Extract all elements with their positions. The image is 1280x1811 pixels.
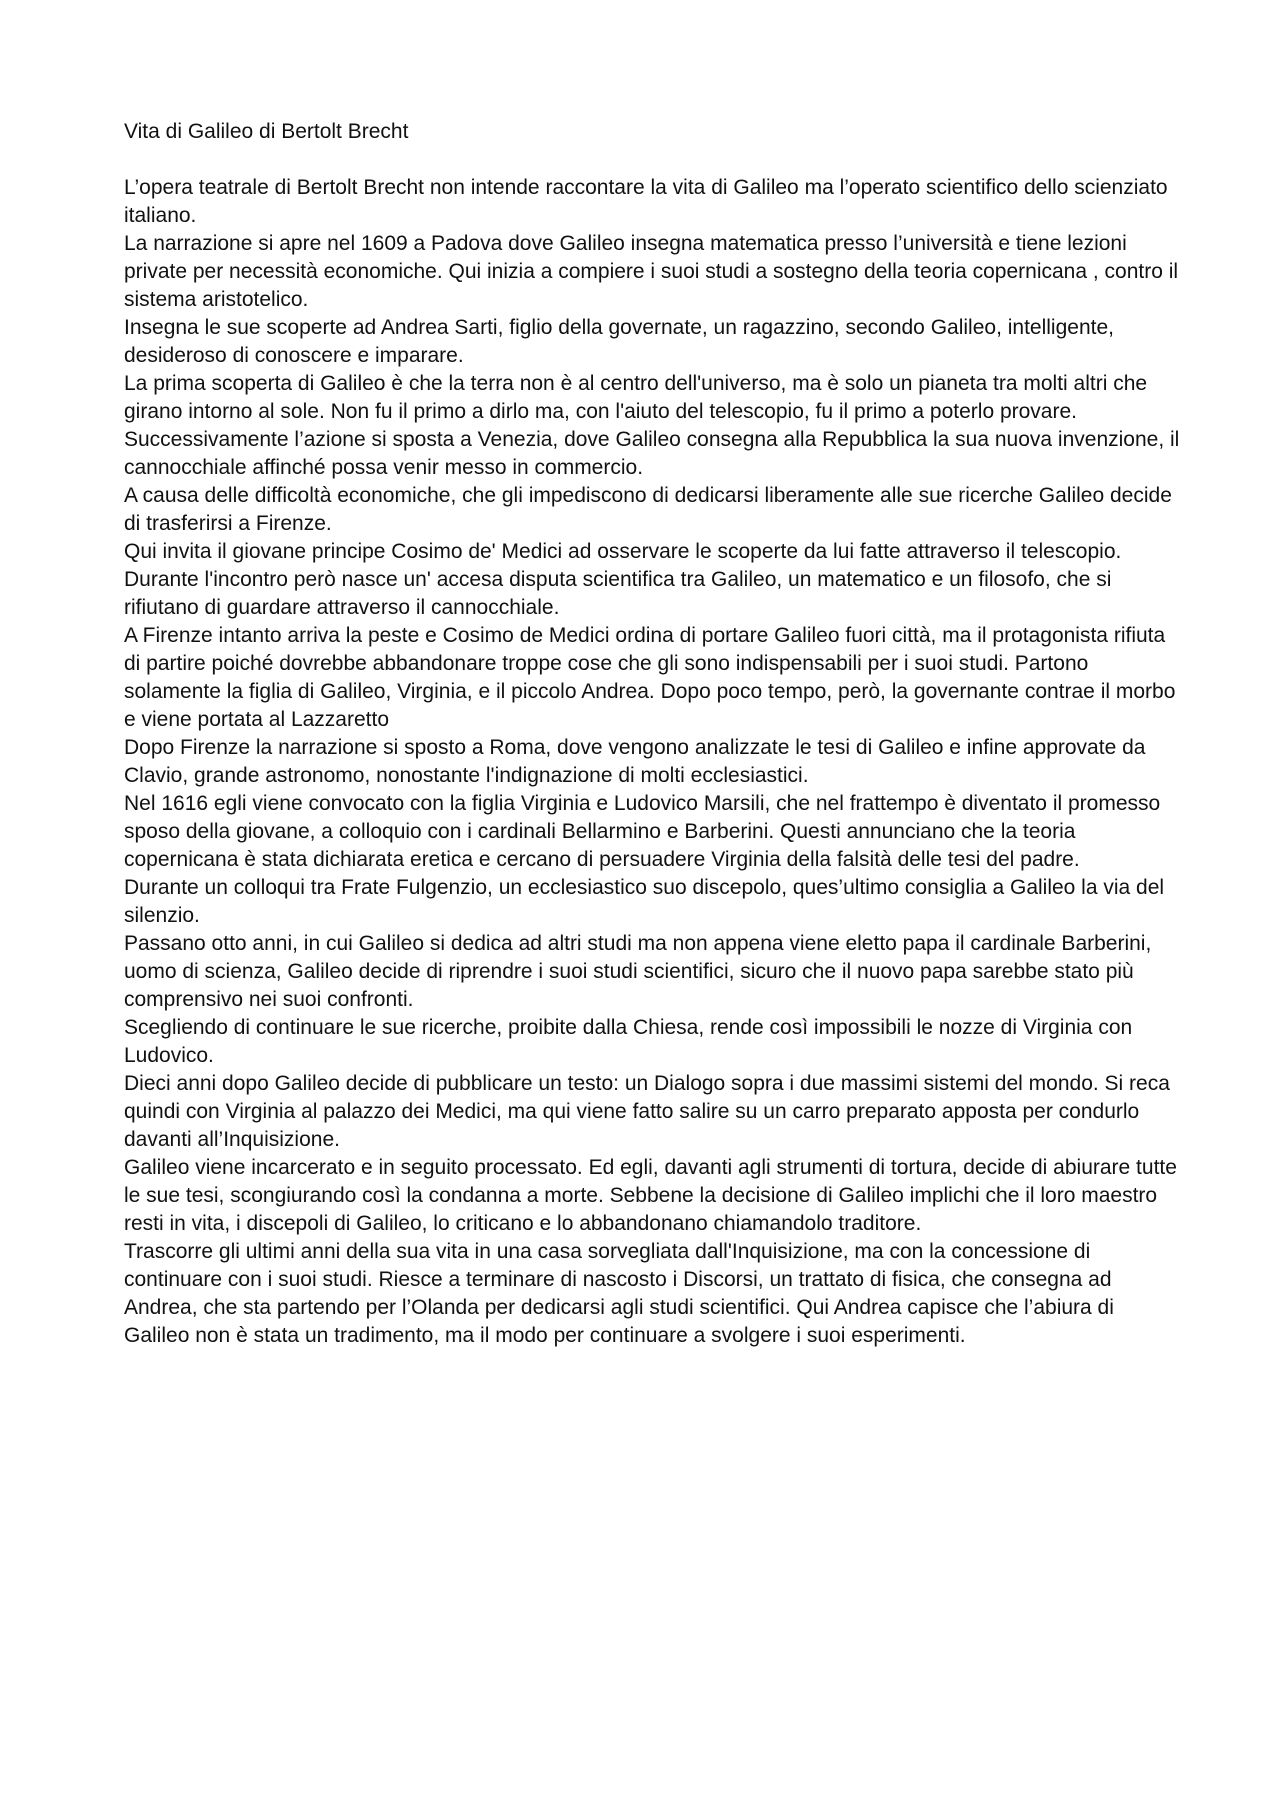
paragraph-7: Qui invita il giovane principe Cosimo de' Medici ad osservare le scoperte da lui fatte attraverso il telescopio. Durante l'incontro però nasce un' accesa disputa scientifica tra Galileo, un matematico e un filosofo, che si rifiutano di guardare attraverso il cannocchiale.: [124, 540, 1122, 619]
paragraph-15: Galileo viene incarcerato e in seguito processato. Ed egli, davanti agli strumenti di tortura, decide di abiurare tutte le sue tesi, scongiurando così la condanna a morte. Sebbene la decisione di Galileo implichi che il loro maestro resti in vita, i discepoli di Galileo, lo criticano e lo abbandonano chiamandolo traditore.: [124, 1156, 1177, 1235]
paragraph-4: La prima scoperta di Galileo è che la terra non è al centro dell'universo, ma è solo un pianeta tra molti altri che girano intorno al sole. Non fu il primo a dirlo ma, con l'aiuto del telescopio, fu il primo a poterlo provare.: [124, 372, 1148, 423]
paragraph-2: La narrazione si apre nel 1609 a Padova dove Galileo insegna matematica presso l’università e tiene lezioni private per necessità economiche. Qui inizia a compiere i suoi studi a sostegno della teoria copernicana , contro il sistema aristotelico.: [124, 232, 1179, 311]
paragraph-12: Passano otto anni, in cui Galileo si dedica ad altri studi ma non appena viene eletto papa il cardinale Barberini, uomo di scienza, Galileo decide di riprendre i suoi studi scientifici, sicuro che il nuovo papa sarebbe stato più comprensivo nei suoi confronti.: [124, 932, 1152, 1011]
paragraph-10: Nel 1616 egli viene convocato con la figlia Virginia e Ludovico Marsili, che nel frattempo è diventato il promesso sposo della giovane, a colloquio con i cardinali Bellarmino e Barberini. Questi annunciano che la teoria copernicana è stata dichiarata eretica e cercano di persuadere Virginia della falsità delle tesi del padre.: [124, 792, 1161, 871]
paragraph-11: Durante un colloqui tra Frate Fulgenzio, un ecclesiastico suo discepolo, ques’ultimo consiglia a Galileo la via del silenzio.: [124, 876, 1165, 927]
paragraph-16: Trascorre gli ultimi anni della sua vita in una casa sorvegliata dall'Inquisizione, ma con la concessione di continuare con i suoi studi. Riesce a terminare di nascosto i Discorsi, un trattato di fisica, che consegna ad Andrea, che sta partendo per l’Olanda per dedicarsi agli studi scientifici. Qui Andrea capisce che l’abiura di Galileo non è stata un tradimento, ma il modo per continuare a svolgere i suoi esperimenti.: [124, 1240, 1114, 1347]
document-title: Vita di Galileo di Bertolt Brecht: [124, 120, 409, 143]
paragraph-1: L’opera teatrale di Bertolt Brecht non intende raccontare la vita di Galileo ma l’operato scientifico dello scienziato italiano.: [124, 176, 1168, 227]
document-body: [124, 174, 1184, 1350]
paragraph-13: Scegliendo di continuare le sue ricerche, proibite dalla Chiesa, rende così impossibili le nozze di Virginia con Ludovico.: [124, 1016, 1133, 1067]
paragraph-5: Successivamente l’azione si sposta a Venezia, dove Galileo consegna alla Repubblica la sua nuova invenzione, il cannocchiale affinché possa venir messo in commercio.: [124, 428, 1180, 479]
paragraph-3: Insegna le sue scoperte ad Andrea Sarti, figlio della governate, un ragazzino, secondo Galileo, intelligente, desideroso di conoscere e imparare.: [124, 316, 1114, 367]
paragraph-9: Dopo Firenze la narrazione si sposto a Roma, dove vengono analizzate le tesi di Galileo e infine approvate da Clavio, grande astronomo, nonostante l'indignazione di molti ecclesiastici.: [124, 736, 1146, 787]
paragraph-6: A causa delle difficoltà economiche, che gli impediscono di dedicarsi liberamente alle sue ricerche Galileo decide di trasferirsi a Firenze.: [124, 484, 1172, 535]
paragraph-14: Dieci anni dopo Galileo decide di pubblicare un testo: un Dialogo sopra i due massimi sistemi del mondo. Si reca quindi con Virginia al palazzo dei Medici, ma qui viene fatto salire su un carro preparato apposta per condurlo davanti all’Inquisizione.: [124, 1072, 1170, 1151]
paragraph-8: A Firenze intanto arriva la peste e Cosimo de Medici ordina di portare Galileo fuori città, ma il protagonista rifiuta di partire poiché dovrebbe abbandonare troppe cose che gli sono indispensabili per i suoi studi. Partono solamente la figlia di Galileo, Virginia, e il piccolo Andrea. Dopo poco tempo, però, la governante contrae il morbo e viene portata al Lazzaretto: [124, 624, 1176, 731]
document-page: [124, 118, 1184, 1350]
